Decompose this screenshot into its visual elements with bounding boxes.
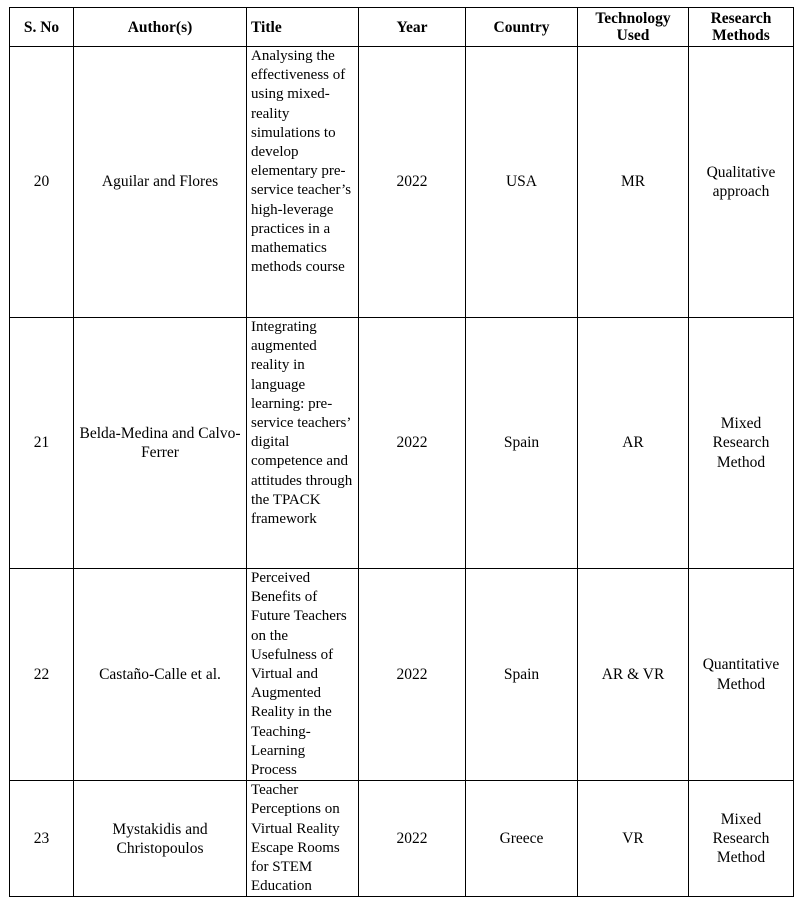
header-technology: Technology Used: [578, 8, 689, 47]
table-row: [10, 569, 794, 781]
cell-country: Greece: [466, 781, 578, 897]
cell-technology: MR: [578, 47, 689, 318]
cell-sno: 22: [10, 569, 74, 781]
cell-technology: AR & VR: [578, 569, 689, 781]
table-row: [10, 47, 794, 318]
table-row: [10, 318, 794, 569]
cell-country: Spain: [466, 318, 578, 569]
cell-methods: Mixed Research Method: [689, 318, 794, 569]
cell-title: Teacher Perceptions on Virtual Reality Escape Rooms for STEM Education: [247, 781, 359, 897]
cell-technology: AR: [578, 318, 689, 569]
header-year: Year: [359, 8, 466, 47]
table-row: [10, 781, 794, 897]
header-title: Title: [247, 8, 359, 47]
cell-title: Integrating augmented reality in language learning: pre-service teachers’ digital competence and attitudes through the TPACK framework: [247, 318, 359, 569]
table-header-row: [10, 8, 794, 47]
cell-methods: Mixed Research Method: [689, 781, 794, 897]
cell-year: 2022: [359, 569, 466, 781]
header-sno: S. No: [10, 8, 74, 47]
literature-table: [9, 7, 794, 897]
cell-sno: 21: [10, 318, 74, 569]
cell-methods: Quantitative Method: [689, 569, 794, 781]
cell-methods: Qualitative approach: [689, 47, 794, 318]
cell-year: 2022: [359, 318, 466, 569]
cell-year: 2022: [359, 781, 466, 897]
cell-country: USA: [466, 47, 578, 318]
cell-country: Spain: [466, 569, 578, 781]
header-country: Country: [466, 8, 578, 47]
cell-authors: Mystakidis and Christopoulos: [74, 781, 247, 897]
cell-title: Perceived Benefits of Future Teachers on the Usefulness of Virtual and Augmented Reality in the Teaching-Learning Process: [247, 569, 359, 781]
cell-authors: Belda-Medina and Calvo-Ferrer: [74, 318, 247, 569]
header-methods: Research Methods: [689, 8, 794, 47]
cell-technology: VR: [578, 781, 689, 897]
cell-title: Analysing the effectiveness of using mixed-reality simulations to develop elementary pre-service teacher’s high-leverage practices in a mathematics methods course: [247, 47, 359, 318]
cell-authors: Castaño-Calle et al.: [74, 569, 247, 781]
cell-authors: Aguilar and Flores: [74, 47, 247, 318]
cell-sno: 20: [10, 47, 74, 318]
header-authors: Author(s): [74, 8, 247, 47]
cell-year: 2022: [359, 47, 466, 318]
cell-sno: 23: [10, 781, 74, 897]
